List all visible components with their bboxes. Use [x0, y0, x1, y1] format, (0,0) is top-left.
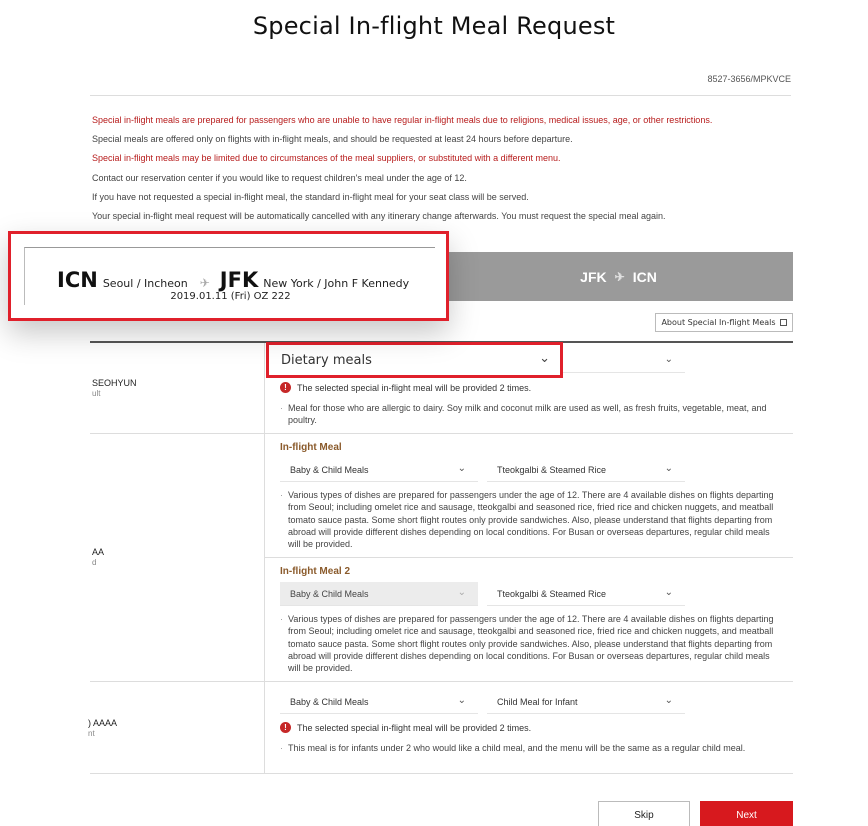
meal-category-value: Baby & Child Meals: [290, 464, 369, 475]
bullet-icon: ·: [280, 403, 283, 413]
meal-description: [280, 613, 783, 674]
bullet-icon: ·: [280, 743, 283, 753]
notice-item: Contact our reservation center if you would like to request children's meal under the age of 12.: [92, 172, 467, 183]
meal-description-text: Various types of dishes are prepared for passengers under the age of 12. There are 4 available dishes on flights departing from Seoul; including omelet rice and sausage, tteokgalbi and seasoned rice, fried rice and chicken nuggets, and meatball tomato sauce pasta. Some short flight routes only provide sandwiches. Also, please understand that flights departing from abroad will provide different dishes depending on local conditions. For Busan or overseas departures, regular child meals will be provided.: [288, 614, 774, 674]
section-label-in-flight-meal: In-flight Meal: [280, 442, 342, 453]
notice-item: Special meals are offered only on flights with in-flight meals, and should be requested at least 24 hours before departure.: [92, 134, 573, 145]
meal-description: [280, 402, 783, 427]
meal-category-value: Baby & Child Meals: [290, 696, 369, 707]
notice-item: Special in-flight meals may be limited due to circumstances of the meal suppliers, or substituted with a different menu.: [92, 153, 561, 164]
meal-option-value: Tteokgalbi & Steamed Rice: [497, 464, 607, 475]
section-divider: [264, 557, 793, 558]
chevron-down-icon: ⌄: [539, 351, 550, 366]
meal-warning-text: The selected special in-flight meal will be provided 2 times.: [297, 382, 532, 393]
meal-option-select[interactable]: [487, 582, 685, 606]
passenger-type: d: [92, 558, 97, 567]
external-link-icon: [780, 319, 787, 326]
chevron-down-icon: ⌄: [664, 463, 673, 474]
meal-option-value: Tteokgalbi & Steamed Rice: [497, 588, 607, 599]
return-to-code: ICN: [632, 268, 657, 285]
chevron-down-icon: ⌄: [457, 463, 466, 474]
about-special-meals-button[interactable]: [655, 313, 793, 332]
chevron-down-icon: ⌄: [457, 695, 466, 706]
meal-warning: [280, 722, 531, 733]
notice-item: Special in-flight meals are prepared for passengers who are unable to have regular in-flight meals due to religions, medical issues, age, or other restrictions.: [92, 115, 713, 125]
row-divider: [90, 433, 793, 434]
about-special-meals-label: About Special In-flight Meals: [661, 318, 776, 327]
meal-warning-text: The selected special in-flight meal will be provided 2 times.: [297, 722, 532, 733]
notice-list: [92, 111, 792, 226]
chevron-down-icon: ⌄: [457, 587, 466, 598]
passenger-type: nt: [88, 729, 95, 738]
meal-warning: [280, 382, 531, 393]
meal-option-select[interactable]: [487, 690, 685, 714]
column-divider: [264, 343, 265, 774]
skip-button[interactable]: Skip: [598, 801, 690, 826]
bullet-icon: ·: [280, 490, 283, 500]
origin-code: ICN: [57, 268, 98, 292]
meal-category-select[interactable]: [266, 342, 563, 378]
chevron-down-icon: ⌄: [664, 354, 673, 365]
divider: [90, 95, 791, 96]
notice-item: Your special in-flight meal request will be automatically cancelled with any itinerary change afterwards. You must request the special meal again.: [92, 211, 666, 222]
plane-icon: ✈: [199, 276, 210, 290]
page-title: Special In-flight Meal Request: [252, 12, 616, 40]
meal-description-text: Various types of dishes are prepared for passengers under the age of 12. There are 4 available dishes on flights departing from Seoul; including omelet rice and sausage, tteokgalbi and seasoned rice, fried rice and chicken nuggets, and meatball tomato sauce pasta. Some short flight routes only provide sandwiches. Also, please understand that flights departing from abroad will provide different dishes depending on local conditions. For Busan or overseas departures, regular child meals will be provided.: [288, 490, 774, 550]
meal-category-select[interactable]: [280, 582, 478, 606]
destination-city: New York / John F Kennedy: [263, 277, 410, 290]
meal-description-text: Meal for those who are allergic to dairy. Soy milk and coconut milk are used as well, as fresh fruits, vegetable, meat, and poultry.: [288, 403, 767, 426]
meal-option-select[interactable]: [487, 458, 685, 482]
passenger-name: SEOHYUN: [92, 378, 137, 388]
chevron-down-icon: ⌄: [664, 587, 673, 598]
next-button[interactable]: Next: [700, 801, 793, 826]
flight-info: 2019.01.11 (Fri) OZ 222: [170, 291, 291, 302]
destination-code: JFK: [219, 268, 259, 292]
outbound-route-panel: [24, 247, 435, 305]
return-from-code: JFK: [580, 268, 607, 285]
tab-return-route[interactable]: [444, 252, 793, 301]
meal-description: [280, 742, 783, 754]
passenger-type: ult: [92, 389, 101, 398]
meal-category-value: Baby & Child Meals: [290, 588, 369, 599]
passenger-name: AA: [92, 547, 105, 557]
tab-outbound-route[interactable]: [8, 231, 449, 321]
notice-item: If you have not requested a special in-flight meal, the standard in-flight meal for your seat class will be served.: [92, 191, 529, 202]
booking-reference: 8527-3656/MPKVCE: [707, 74, 791, 84]
chevron-down-icon: ⌄: [664, 695, 673, 706]
meal-category-select[interactable]: [280, 690, 478, 714]
meal-category-value: Dietary meals: [281, 352, 372, 368]
row-divider: [90, 773, 793, 774]
route-line: [57, 268, 421, 292]
bullet-icon: ·: [280, 614, 283, 624]
plane-icon: ✈: [614, 269, 625, 284]
meal-option-value: Child Meal for Infant: [497, 696, 578, 707]
section-label-in-flight-meal-2: In-flight Meal 2: [280, 566, 350, 577]
row-divider: [90, 681, 793, 682]
warning-icon: !: [280, 722, 291, 733]
meal-category-select[interactable]: [280, 458, 478, 482]
passenger-name: ) AAAA: [88, 718, 118, 728]
origin-city: Seoul / Incheon: [102, 277, 188, 290]
meal-description-text: This meal is for infants under 2 who would like a child meal, and the menu will be the same as a regular child meal.: [288, 743, 746, 753]
meal-description: [280, 489, 783, 550]
warning-icon: !: [280, 382, 291, 393]
